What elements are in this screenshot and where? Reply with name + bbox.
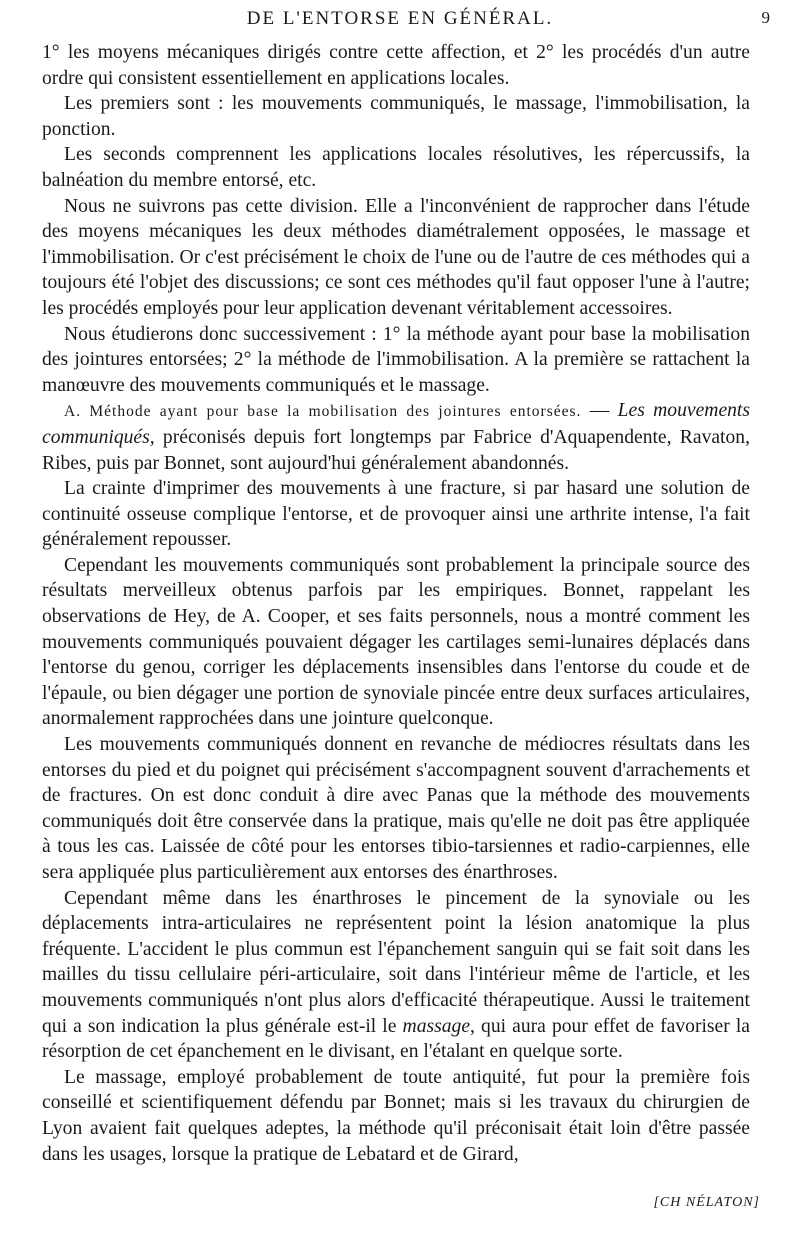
running-head xyxy=(0,8,800,30)
signature-mark: [CH NÉLATON] xyxy=(653,1195,760,1210)
massage-before: Cependant même dans les énarthroses le pincement de la synoviale ou les déplacements intra-articulaires ne représentent point la lésion anatomique la plus fréquente. L'accident le plus commun est l'épanchement sanguin qui se fait soit dans les mailles du tissu cellulaire péri-articulaire, soit dans l'intérieur même de l'article, et les mouvements communiqués n'ont plus alors d'efficacité thérapeutique. Aussi le traitement qui a son indication la plus générale est-il le xyxy=(42,887,750,1037)
massage-paragraph xyxy=(42,886,750,1065)
paragraph: Cependant les mouvements communiqués sont probablement la principale source des résultats merveilleux obtenus parfois par les empiriques. Bonnet, rappelant les observations de Hey, de A. Cooper, et ses faits personnels, nous a montré comment les mouvements communiqués pouvaient dégager les cartilages semi-lunaires déplacés dans l'entorse du genou, corriger les déplacements insensibles dans l'entorse du coude et de l'épaule, ou bien dégager une portion de synoviale pincée entre deux surfaces articulaires, anormalement rapprochées dans une jointure quelconque. xyxy=(42,554,750,730)
body-text xyxy=(42,40,750,1167)
paragraph: La crainte d'imprimer des mouvements à une fracture, si par hasard une solution de continuité osseuse complique l'entorse, et de provoquer ainsi une arthrite intense, l'a fait généralement repousser. xyxy=(42,478,750,551)
section-a-rest: préconisés depuis fort longtemps par Fabrice d'Aquapendente, Ravaton, Ribes, puis par Bonnet, sont aujourd'hui généralement abandonnés. xyxy=(42,426,750,474)
heading-dash: — xyxy=(581,400,618,422)
italic-lead: Les mouvements communiqués, xyxy=(42,400,751,448)
massage-after: , qui aura pour effet de favoriser la résorption de cet épanchement en le divisant, en l'étalant en quelque sorte. xyxy=(42,1015,750,1063)
page-number: 9 xyxy=(761,8,770,27)
paragraph: Les seconds comprennent les applications locales résolutives, les répercussifs, la balnéation du membre entorsé, etc. xyxy=(42,144,750,191)
paragraph: Les premiers sont : les mouvements communiqués, le massage, l'immobilisation, la ponction. xyxy=(42,93,750,140)
running-title: DE L'ENTORSE EN GÉNÉRAL. xyxy=(246,8,554,29)
paragraph: Les mouvements communiqués donnent en revanche de médiocres résultats dans les entorses du pied et du poignet qui précisément s'accompagnent souvent d'arrachements et de fractures. On est donc conduit à dire avec Panas que la méthode des mouvements communiqués doit être conservée dans la pratique, mais qu'elle ne doit pas être appliquée à tous les cas. Laissée de côté pour les entorses tibio-tarsiennes et radio-carpiennes, elle sera appliquée plus particulièrement aux entorses des énarthroses. xyxy=(42,734,750,883)
paragraph: 1° les moyens mécaniques dirigés contre cette affection, et 2° les procédés d'un autre ordre qui consistent essentiellement en applications locales. xyxy=(42,42,750,89)
section-heading: A. Méthode ayant pour base la mobilisation des jointures entorsées. xyxy=(64,403,582,421)
paragraph: Nous étudierons donc successivement : 1° la méthode ayant pour base la mobilisation des jointures entorsées; 2° la méthode de l'immobilisation. A la première se rattachent la manœuvre des mouvements communiqués et le massage. xyxy=(42,323,750,396)
massage-italic: massage xyxy=(402,1015,471,1037)
section-a-paragraph xyxy=(42,398,750,476)
paragraph: Nous ne suivrons pas cette division. Elle a l'inconvénient de rapprocher dans l'étude des moyens mécaniques les deux méthodes diamétralement opposées, le massage et l'immobilisation. Or c'est précisément le choix de l'une ou de l'autre de ces méthodes qui a toujours été l'objet des discussions; ce sont ces méthodes qu'il faut opposer l'une à l'autre; les procédés employés pour leur application devenant véritablement accessoires. xyxy=(42,195,750,319)
paragraph: Le massage, employé probablement de toute antiquité, fut pour la première fois conseillé et scientifiquement défendu par Bonnet; mais si les travaux du chirurgien de Lyon avaient fait quelques adeptes, la méthode qu'il préconisait était loin d'être passée dans les usages, lorsque la pratique de Lebatard et de Girard, xyxy=(42,1066,750,1165)
